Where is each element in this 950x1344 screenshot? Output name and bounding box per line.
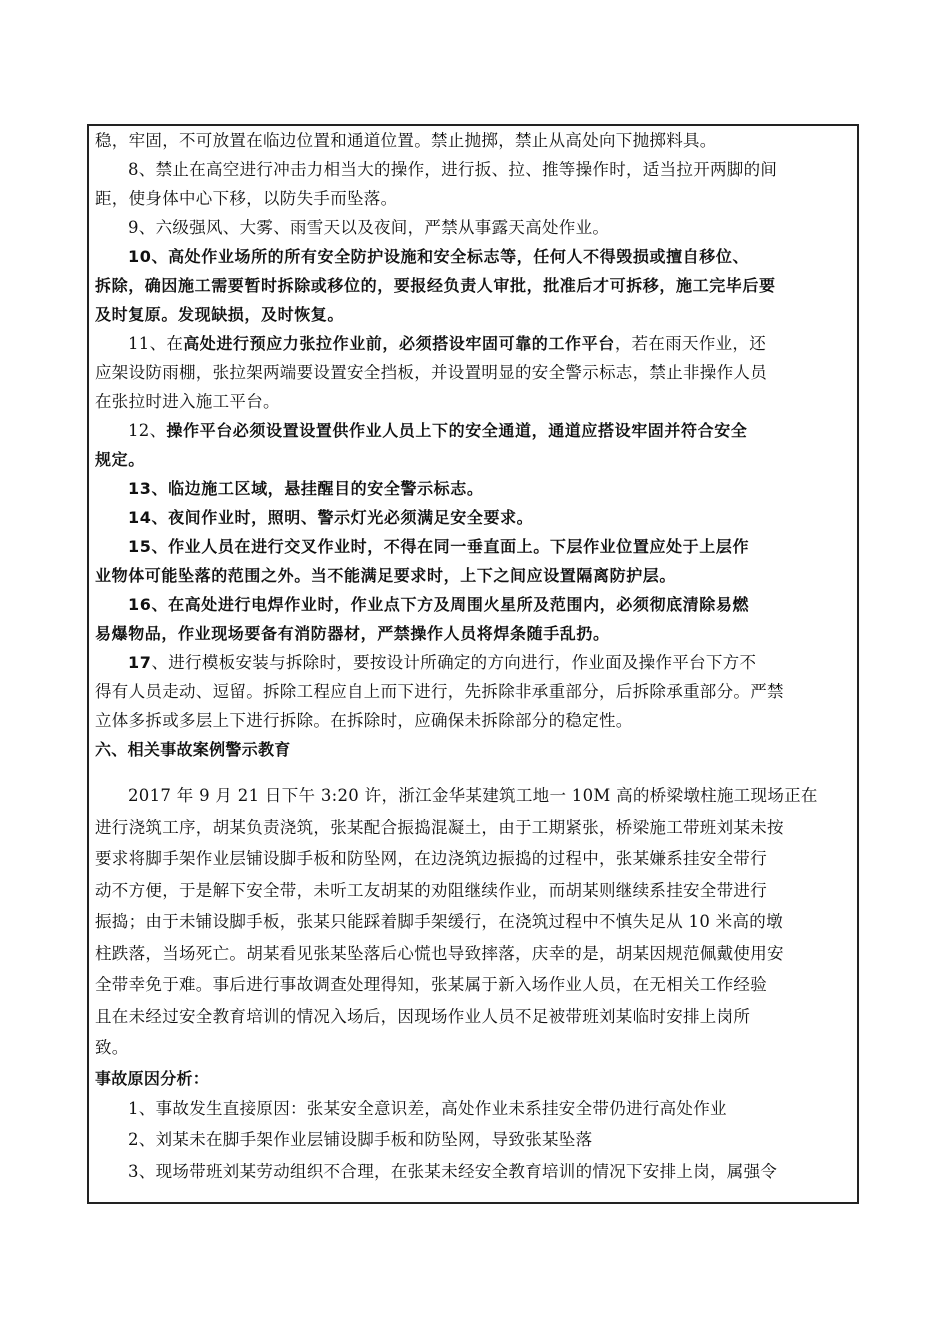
item10-line2: 拆除，确因施工需要暂时拆除或移位的，要报经负责人审批，批准后才可拆移，施工完毕后要 (95, 276, 776, 295)
case-line-6: 柱跌落，当场死亡。胡某看见张某坠落后心慌也导致摔落，庆幸的是，胡某因规范佩戴使用安 (95, 943, 784, 963)
item10-line1: 10、高处作业场所的所有安全防护设施和安全标志等，任何人不得毁损或擅自移位、 (128, 247, 750, 266)
item15-line1: 15、作业人员在进行交叉作业时，不得在同一垂直面上。下层作业位置应处于上层作 (128, 537, 750, 556)
item16-line1: 16、在高处进行电焊作业时，作业点下方及周围火星所及范围内，必须彻底清除易燃 (128, 595, 750, 614)
item8-line2: 距，使身体中心下移，以防失手而坠落。 (95, 189, 398, 208)
item12-prefix: 12、 (128, 421, 167, 440)
item17-line1 (95, 648, 851, 677)
case-line-8: 且在未经过安全教育培训的情况入场后，因现场作业人员不足被带班刘某临时安排上岗所 (95, 1006, 751, 1026)
accident-case (95, 780, 851, 1064)
analysis-list (95, 1093, 851, 1188)
item15-line2: 业物体可能坠落的范围之外。当不能满足要求时，上下之间应设置隔离防护层。 (95, 566, 677, 585)
item11-bold: 高处进行预应力张拉作业前，必须搭设牢固可靠的工作平台 (183, 334, 615, 353)
item17-number: 17 (128, 653, 152, 672)
item13: 13、临边施工区域，悬挂醒目的安全警示标志。 (128, 479, 484, 498)
item17-line2: 得有人员走动、逗留。拆除工程应自上而下进行，先拆除非承重部分，后拆除承重部分。严禁 (95, 682, 784, 701)
section6-heading: 六、相关事故案例警示教育 (95, 740, 291, 759)
document-body (95, 126, 851, 1187)
analysis-item-2: 2、刘某未在脚手架作业层铺设脚手板和防坠网，导致张某坠落 (128, 1130, 593, 1149)
case-line-7: 全带幸免于难。事后进行事故调查处理得知，张某属于新入场作业人员，在无相关工作经验 (95, 975, 767, 994)
item7-tail: 稳，牢固，不可放置在临边位置和通道位置。禁止抛掷，禁止从高处向下抛掷料具。 (95, 131, 717, 150)
item17-line3: 立体多拆或多层上下进行拆除。在拆除时，应确保未拆除部分的稳定性。 (95, 711, 633, 730)
item11-line1 (95, 329, 851, 358)
item11-line2: 应架设防雨棚，张拉架两端要设置安全挡板，并设置明显的安全警示标志，禁止非操作人员 (95, 363, 767, 382)
item11-prefix: 11、在 (128, 334, 184, 353)
case-line-3: 要求将脚手架作业层铺设脚手板和防坠网，在边浇筑边振捣的过程中，张某嫌系挂安全带行 (95, 849, 767, 868)
item12-line2: 规定。 (95, 450, 145, 469)
case-line-4: 动不方便，于是解下安全带，未听工友胡某的劝阻继续作业，而胡某则继续系挂安全带进行 (95, 880, 767, 900)
item9: 9、六级强风、大雾、雨雪天以及夜间，严禁从事露天高处作业。 (128, 218, 610, 237)
item14: 14、夜间作业时，照明、警示灯光必须满足安全要求。 (128, 508, 534, 527)
case-line-9: 致。 (95, 1038, 129, 1057)
item11-line3: 在张拉时进入施工平台。 (95, 392, 280, 411)
spacer (95, 764, 851, 780)
case-line-2: 进行浇筑工序，胡某负责浇筑，张某配合振捣混凝土，由于工期紧张，桥梁施工带班刘某未按 (95, 817, 784, 837)
item16-line2: 易爆物品，作业现场要备有消防器材，严禁操作人员将焊条随手乱扔。 (95, 624, 610, 643)
item12-bold: 操作平台必须设置设置供作业人员上下的安全通道，通道应搭设牢固并符合安全 (166, 421, 748, 440)
case-line-1: 2017 年 9 月 21 日下午 3:20 许，浙江金华某建筑工地一 10M 高的桥梁墩柱施工现场正在 (128, 786, 818, 805)
item12-line1 (95, 416, 851, 445)
case-line-5: 振捣；由于未铺设脚手板，张某只能踩着脚手架缓行，在浇筑过程中不慎失足从 10 米高的墩 (95, 912, 783, 931)
item8-line1: 8、禁止在高空进行冲击力相当大的操作，进行扳、拉、推等操作时，适当拉开两脚的间 (128, 160, 778, 179)
analysis-heading: 事故原因分析： (95, 1068, 210, 1088)
item17-text: 、进行模板安装与拆除时，要按设计所确定的方向进行，作业面及操作平台下方不 (151, 653, 757, 672)
analysis-item-3: 3、现场带班刘某劳动组织不合理，在张某未经安全教育培训的情况下安排上岗，属强令 (128, 1161, 778, 1181)
document-frame (87, 124, 859, 1204)
analysis-item-1: 1、事故发生直接原因：张某安全意识差，高处作业未系挂安全带仍进行高处作业 (128, 1098, 727, 1118)
item11-suffix: ，若在雨天作业，还 (614, 334, 767, 353)
item10-line3: 及时复原。发现缺损，及时恢复。 (95, 305, 345, 324)
